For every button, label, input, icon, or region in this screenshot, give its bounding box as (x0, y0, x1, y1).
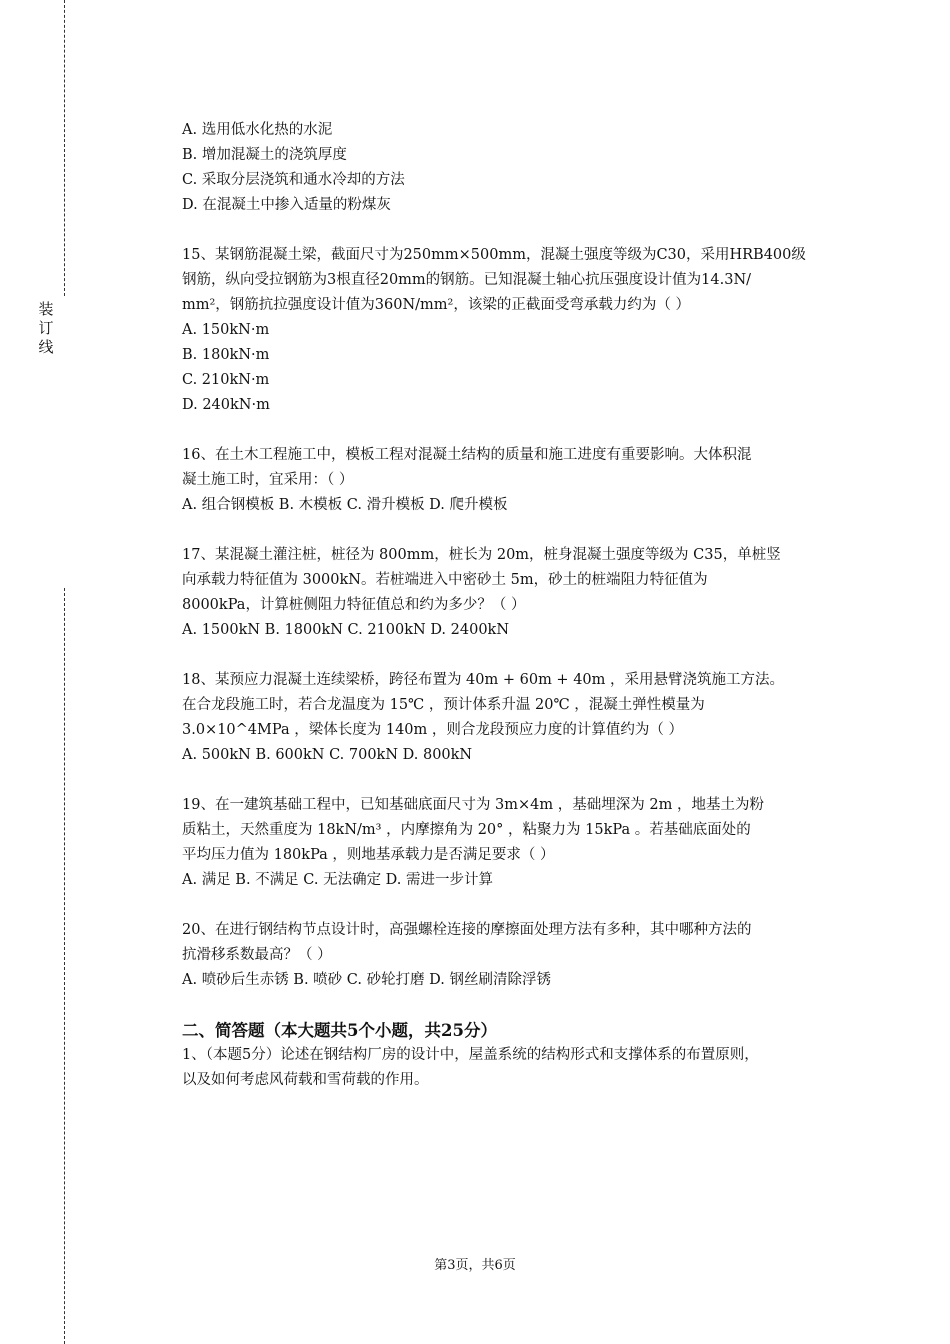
q18-text-line: 3.0×10^4MPa ，梁体长度为 140m ，则合龙段预应力度的计算值约为（ ） (182, 722, 683, 738)
q18-text-line: 18、某预应力混凝土连续梁桥，跨径布置为 40m + 60m + 40m ，采用悬臂浇筑施工方法。 (182, 672, 785, 688)
question-20 (182, 918, 840, 993)
section-2 (182, 1018, 840, 1093)
q14-options (182, 118, 840, 218)
q15-text-line: 15、某钢筋混凝土梁，截面尺寸为250mm×500mm，混凝土强度等级为C30，采用HRB400级 (182, 247, 806, 263)
q16-text-line: 凝土施工时，宜采用：（ ） (182, 472, 354, 488)
binding-label: 装订线 (38, 300, 54, 356)
q16-text-line: 16、在土木工程施工中，模板工程对混凝土结构的质量和施工进度有重要影响。大体积混 (182, 447, 752, 463)
q16-options: A. 组合钢模板 B. 木模板 C. 滑升模板 D. 爬升模板 (182, 497, 508, 513)
q17-text-line: 8000kPa，计算桩侧阻力特征值总和约为多少？（ ） (182, 597, 526, 613)
q20-text-line: 抗滑移系数最高？（ ） (182, 947, 332, 963)
q15-option-d: D. 240kN·m (182, 397, 270, 413)
binding-line-bottom (64, 588, 65, 1344)
binding-line-top (64, 0, 65, 296)
q20-text-line: 20、在进行钢结构节点设计时，高强螺栓连接的摩擦面处理方法有多种，其中哪种方法的 (182, 922, 752, 938)
exam-content (182, 118, 840, 1093)
short-answer-1-line: 以及如何考虑风荷载和雪荷载的作用。 (182, 1072, 429, 1088)
q15-text-line: mm²，钢筋抗拉强度设计值为360N/mm²，该梁的正截面受弯承载力约为（ ） (182, 297, 690, 313)
q15-option-c: C. 210kN·m (182, 372, 270, 388)
q19-options: A. 满足 B. 不满足 C. 无法确定 D. 需进一步计算 (182, 872, 494, 888)
q19-text-line: 19、在一建筑基础工程中，已知基础底面尺寸为 3m×4m ，基础埋深为 2m ，地基土为粉 (182, 797, 764, 813)
q17-text-line: 17、某混凝土灌注桩，桩径为 800mm，桩长为 20m，桩身混凝土强度等级为 C35，单桩竖 (182, 547, 781, 563)
q15-option-b: B. 180kN·m (182, 347, 270, 363)
q14-option-c: C. 采取分层浇筑和通水冷却的方法 (182, 172, 405, 188)
page-footer: 第3页，共6页 (434, 1258, 516, 1273)
q19-text-line: 质粘土，天然重度为 18kN/m³ ，内摩擦角为 20° ，粘聚力为 15kPa 。若基础底面处的 (182, 822, 751, 838)
q18-text-line: 在合龙段施工时，若合龙温度为 15℃ ，预计体系升温 20℃ ，混凝土弹性模量为 (182, 697, 705, 713)
question-19 (182, 793, 840, 893)
q14-option-a: A. 选用低水化热的水泥 (182, 122, 333, 138)
q14-option-d: D. 在混凝土中掺入适量的粉煤灰 (182, 197, 391, 213)
short-answer-1-line: 1、（本题5分）论述在钢结构厂房的设计中，屋盖系统的结构形式和支撑体系的布置原则， (182, 1047, 759, 1063)
question-16 (182, 443, 840, 518)
q15-text-line: 钢筋，纵向受拉钢筋为3根直径20mm的钢筋。已知混凝土轴心抗压强度设计值为14.3N/ (182, 272, 752, 288)
section-2-title: 二、简答题（本大题共5个小题，共25分） (182, 1021, 497, 1040)
q18-options: A. 500kN B. 600kN C. 700kN D. 800kN (182, 747, 473, 763)
q19-text-line: 平均压力值为 180kPa ，则地基承载力是否满足要求（ ） (182, 847, 555, 863)
q14-option-b: B. 增加混凝土的浇筑厚度 (182, 147, 347, 163)
q15-option-a: A. 150kN·m (182, 322, 270, 338)
q17-text-line: 向承载力特征值为 3000kN。若桩端进入中密砂土 5m，砂土的桩端阻力特征值为 (182, 572, 708, 588)
q17-options: A. 1500kN B. 1800kN C. 2100kN D. 2400kN (182, 622, 510, 638)
question-17 (182, 543, 840, 643)
question-15 (182, 243, 840, 418)
q20-options: A. 喷砂后生赤锈 B. 喷砂 C. 砂轮打磨 D. 钢丝刷清除浮锈 (182, 972, 552, 988)
question-18 (182, 668, 840, 768)
